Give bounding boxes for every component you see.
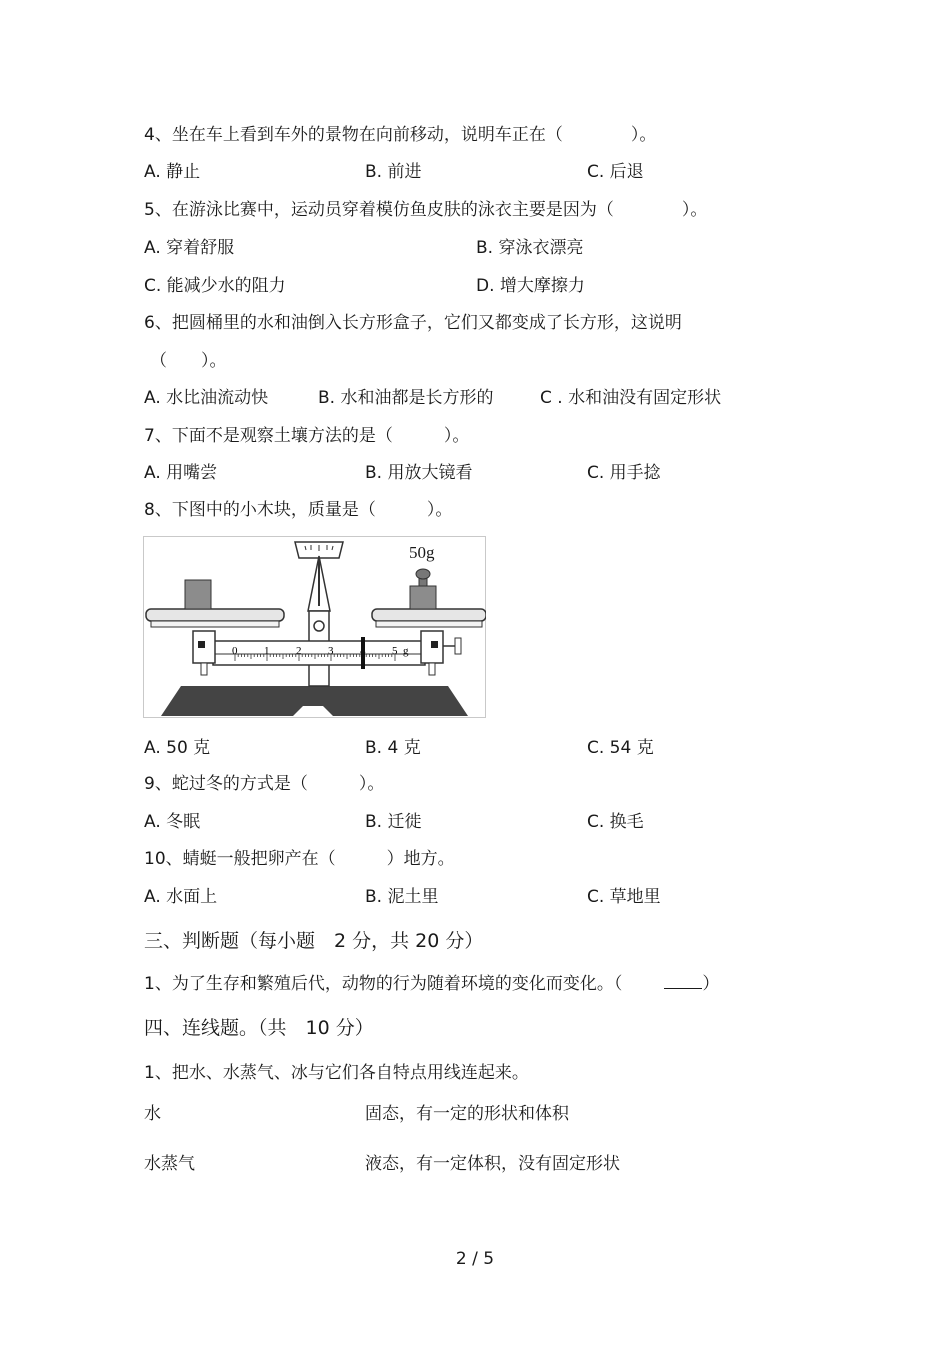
q6-option-a[interactable]: A. 水比油流动快 (144, 388, 269, 408)
weight-50g (410, 586, 436, 609)
q9-option-b[interactable]: B. 迁徙 (365, 812, 422, 832)
q10-option-b[interactable]: B. 泥土里 (365, 887, 439, 907)
q7-option-b[interactable]: B. 用放大镜看 (365, 463, 473, 483)
q4-option-a[interactable]: A. 静止 (144, 162, 201, 182)
wooden-block (185, 580, 211, 609)
q8-option-b[interactable]: B. 4 克 (365, 738, 421, 758)
q4-option-c[interactable]: C. 后退 (587, 162, 644, 182)
q8-option-a[interactable]: A. 50 克 (144, 738, 211, 758)
question-8: 8、下图中的小木块，质量是（ ）。 (144, 500, 453, 520)
q5-option-c[interactable]: C. 能减少水的阻力 (144, 276, 286, 296)
question-5: 5、在游泳比赛中，运动员穿着模仿鱼皮肤的泳衣主要是因为（ ）。 (144, 200, 708, 220)
q5-option-a[interactable]: A. 穿着舒服 (144, 238, 235, 258)
match-left-item[interactable]: 水蒸气 (144, 1154, 195, 1174)
question-7: 7、下面不是观察土壤方法的是（ ）。 (144, 426, 470, 446)
q6-option-c[interactable]: C . 水和油没有固定形状 (540, 388, 722, 408)
left-pan (146, 609, 284, 621)
scale-number: 3 (328, 645, 334, 657)
judgement-question-1-text: 1、为了生存和繁殖后代，动物的行为随着环境的变化而变化。（ (144, 974, 623, 994)
right-pan (372, 609, 486, 621)
scale-unit: g (403, 645, 409, 657)
judgement-question-1 (144, 973, 719, 995)
answer-blank[interactable] (664, 974, 702, 989)
question-10: 10、蜻蜓一般把卵产在（ ）地方。 (144, 849, 455, 869)
judgement-question-1-end: ） (702, 974, 720, 994)
match-right-item[interactable]: 液态，有一定体积，没有固定形状 (365, 1154, 620, 1174)
q9-option-a[interactable]: A. 冬眠 (144, 812, 201, 832)
question-6-line2: （ ）。 (150, 351, 227, 371)
question-9: 9、蛇过冬的方式是（ ）。 (144, 774, 385, 794)
q5-option-b[interactable]: B. 穿泳衣漂亮 (476, 238, 584, 258)
q7-option-c[interactable]: C. 用手捻 (587, 463, 661, 483)
section-3-heading: 三、判断题（每小题 2 分，共 20 分） (144, 930, 484, 952)
q9-option-c[interactable]: C. 换毛 (587, 812, 644, 832)
q6-option-b[interactable]: B. 水和油都是长方形的 (318, 388, 494, 408)
match-right-item[interactable]: 固态，有一定的形状和体积 (365, 1104, 569, 1124)
match-left-item[interactable]: 水 (144, 1104, 161, 1124)
rider (361, 637, 365, 669)
scale-number: 2 (296, 645, 302, 657)
q5-option-d[interactable]: D. 增大摩擦力 (476, 276, 585, 296)
question-6-line1: 6、把圆桶里的水和油倒入长方形盒子，它们又都变成了长方形，这说明 (144, 313, 682, 333)
scale-number: 0 (232, 645, 238, 657)
q4-option-b[interactable]: B. 前进 (365, 162, 422, 182)
q7-option-a[interactable]: A. 用嘴尝 (144, 463, 218, 483)
question-4: 4、坐在车上看到车外的景物在向前移动，说明车正在（ ）。 (144, 125, 657, 145)
balance-scale-figure (143, 536, 486, 718)
page-number: 2 / 5 (455, 1249, 495, 1269)
q10-option-c[interactable]: C. 草地里 (587, 887, 661, 907)
scale-number: 5 (392, 645, 398, 657)
q10-option-a[interactable]: A. 水面上 (144, 887, 218, 907)
scale-number: 1 (264, 645, 270, 657)
section-4-heading: 四、连线题。（共 10 分） (144, 1017, 374, 1039)
q8-option-c[interactable]: C. 54 克 (587, 738, 654, 758)
matching-question-1: 1、把水、水蒸气、冰与它们各自特点用线连起来。 (144, 1063, 529, 1083)
weight-label: 50g (409, 543, 435, 562)
